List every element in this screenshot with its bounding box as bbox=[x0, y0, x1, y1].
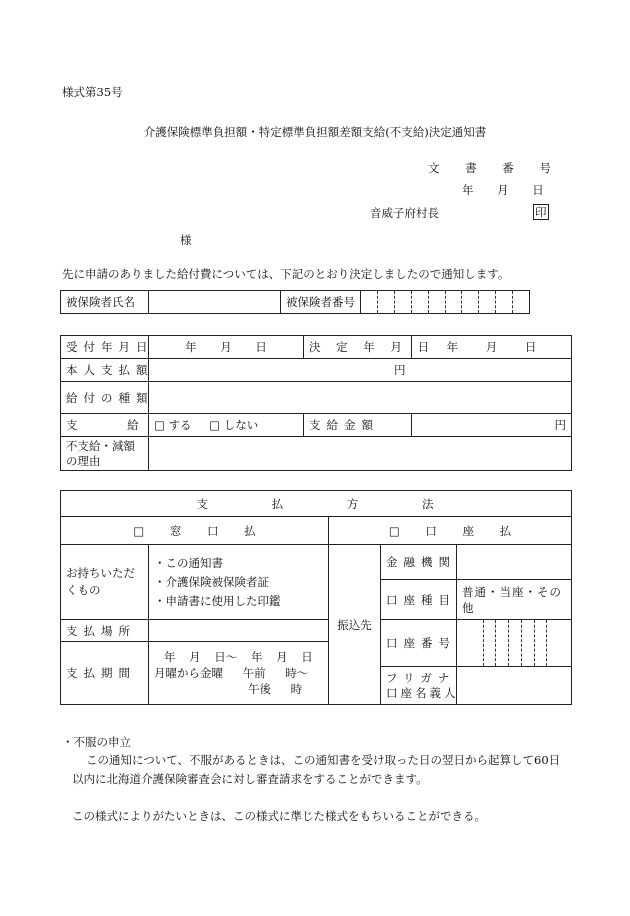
payment-period-value[interactable] bbox=[149, 642, 329, 705]
bring-item: ・この通知書 bbox=[154, 555, 223, 570]
period-weekday-line: 月曜から金曜 午前 時〜 bbox=[154, 666, 309, 680]
insured-name-value[interactable] bbox=[149, 291, 281, 314]
issue-date-label: 年 月 日 bbox=[462, 183, 544, 197]
account-holder-label bbox=[381, 667, 457, 705]
payment-place-value[interactable] bbox=[149, 620, 329, 642]
payment-no-checkbox[interactable]: □ しない bbox=[209, 418, 259, 432]
bring-items-list bbox=[149, 545, 329, 620]
decision-table bbox=[60, 335, 572, 471]
payment-period-label: 支払期間 bbox=[61, 642, 149, 705]
benefit-kind-value[interactable] bbox=[149, 382, 572, 414]
decided-date-value[interactable]: 年 月 日 bbox=[412, 336, 572, 359]
account-holder-value[interactable] bbox=[457, 667, 572, 705]
bank-label: 金融機関 bbox=[381, 545, 457, 580]
payment-label: 支 給 bbox=[61, 414, 149, 437]
period-afternoon-line: 午後 時 bbox=[248, 682, 303, 696]
insured-number-label: 被保険者番号 bbox=[281, 291, 361, 314]
insured-number-boxes[interactable] bbox=[361, 291, 530, 314]
payment-yes-checkbox[interactable]: □ する bbox=[154, 418, 192, 432]
decided-date-label: 決 定 年 月 日 bbox=[304, 336, 412, 359]
self-pay-yen: 円 bbox=[394, 363, 406, 377]
document-number-label: 文 書 番 号 bbox=[428, 161, 557, 175]
self-pay-label: 本人支払額 bbox=[61, 359, 149, 382]
account-number-label: 口座番号 bbox=[381, 620, 457, 667]
payment-options bbox=[149, 414, 304, 437]
payment-method-title: 支 払 方 法 bbox=[61, 491, 572, 517]
intro-text: 先に申請のありました給付費については、下記のとおり決定しましたので通知します。 bbox=[62, 267, 510, 281]
bank-value[interactable] bbox=[457, 545, 572, 580]
furigana-label: フリガナ bbox=[386, 670, 456, 685]
reason-label: 不支給・減額の理由 bbox=[61, 437, 149, 471]
account-number-boxes[interactable] bbox=[457, 620, 572, 667]
self-pay-value[interactable] bbox=[149, 359, 572, 382]
bring-items-label: お持ちいただくもの bbox=[61, 545, 149, 620]
insured-table bbox=[60, 290, 530, 314]
seal-label: 印 bbox=[535, 205, 547, 219]
benefit-kind-label: 給付の種類 bbox=[61, 382, 149, 414]
payment-place-label: 支払場所 bbox=[61, 620, 149, 642]
bring-item: ・介護保険被保険者証 bbox=[154, 574, 269, 589]
received-date-label: 受付年月日 bbox=[61, 336, 149, 359]
window-payment-option[interactable]: □ 窓 口 払 bbox=[61, 517, 329, 545]
objection-line-2: 以内に北海道介護保険審査会に対し審査請求をすることができます。 bbox=[72, 772, 428, 786]
format-note: この様式によりがたいときは、この様式に準じた様式をもちいることができる。 bbox=[72, 809, 486, 823]
insured-name-label: 被保険者氏名 bbox=[61, 291, 149, 314]
form-number: 様式第35号 bbox=[62, 85, 123, 99]
seal-mark bbox=[533, 204, 549, 220]
payment-method-table bbox=[60, 490, 572, 705]
payment-amount-value[interactable] bbox=[412, 414, 572, 437]
reason-value[interactable] bbox=[149, 437, 572, 471]
document-title: 介護保険標準負担額・特定標準負担額差額支給(不支給)決定通知書 bbox=[143, 125, 487, 139]
account-type-label: 口座種目 bbox=[381, 580, 457, 620]
holder-name-label: 口座名義人 bbox=[386, 685, 459, 700]
objection-line-1: この通知について、不服があるときは、この通知書を受け取った日の翌日から起算して60日 bbox=[86, 753, 561, 767]
payment-amount-label: 支給金額 bbox=[304, 414, 412, 437]
account-payment-option[interactable]: □ 口 座 払 bbox=[329, 517, 572, 545]
transfer-label: 振込先 bbox=[329, 545, 381, 705]
payment-amount-yen: 円 bbox=[554, 418, 566, 432]
addressee-suffix: 様 bbox=[180, 233, 192, 247]
bring-item: ・申請書に使用した印鑑 bbox=[154, 593, 281, 608]
received-date-value[interactable]: 年 月 日 bbox=[149, 336, 304, 359]
account-type-value[interactable]: 普通・当座・その他 bbox=[457, 580, 572, 620]
objection-title: ・不服の申立 bbox=[62, 735, 131, 749]
period-date-line: 年 月 日〜 年 月 日 bbox=[164, 650, 313, 664]
issuer-name: 音威子府村長 bbox=[370, 206, 439, 220]
